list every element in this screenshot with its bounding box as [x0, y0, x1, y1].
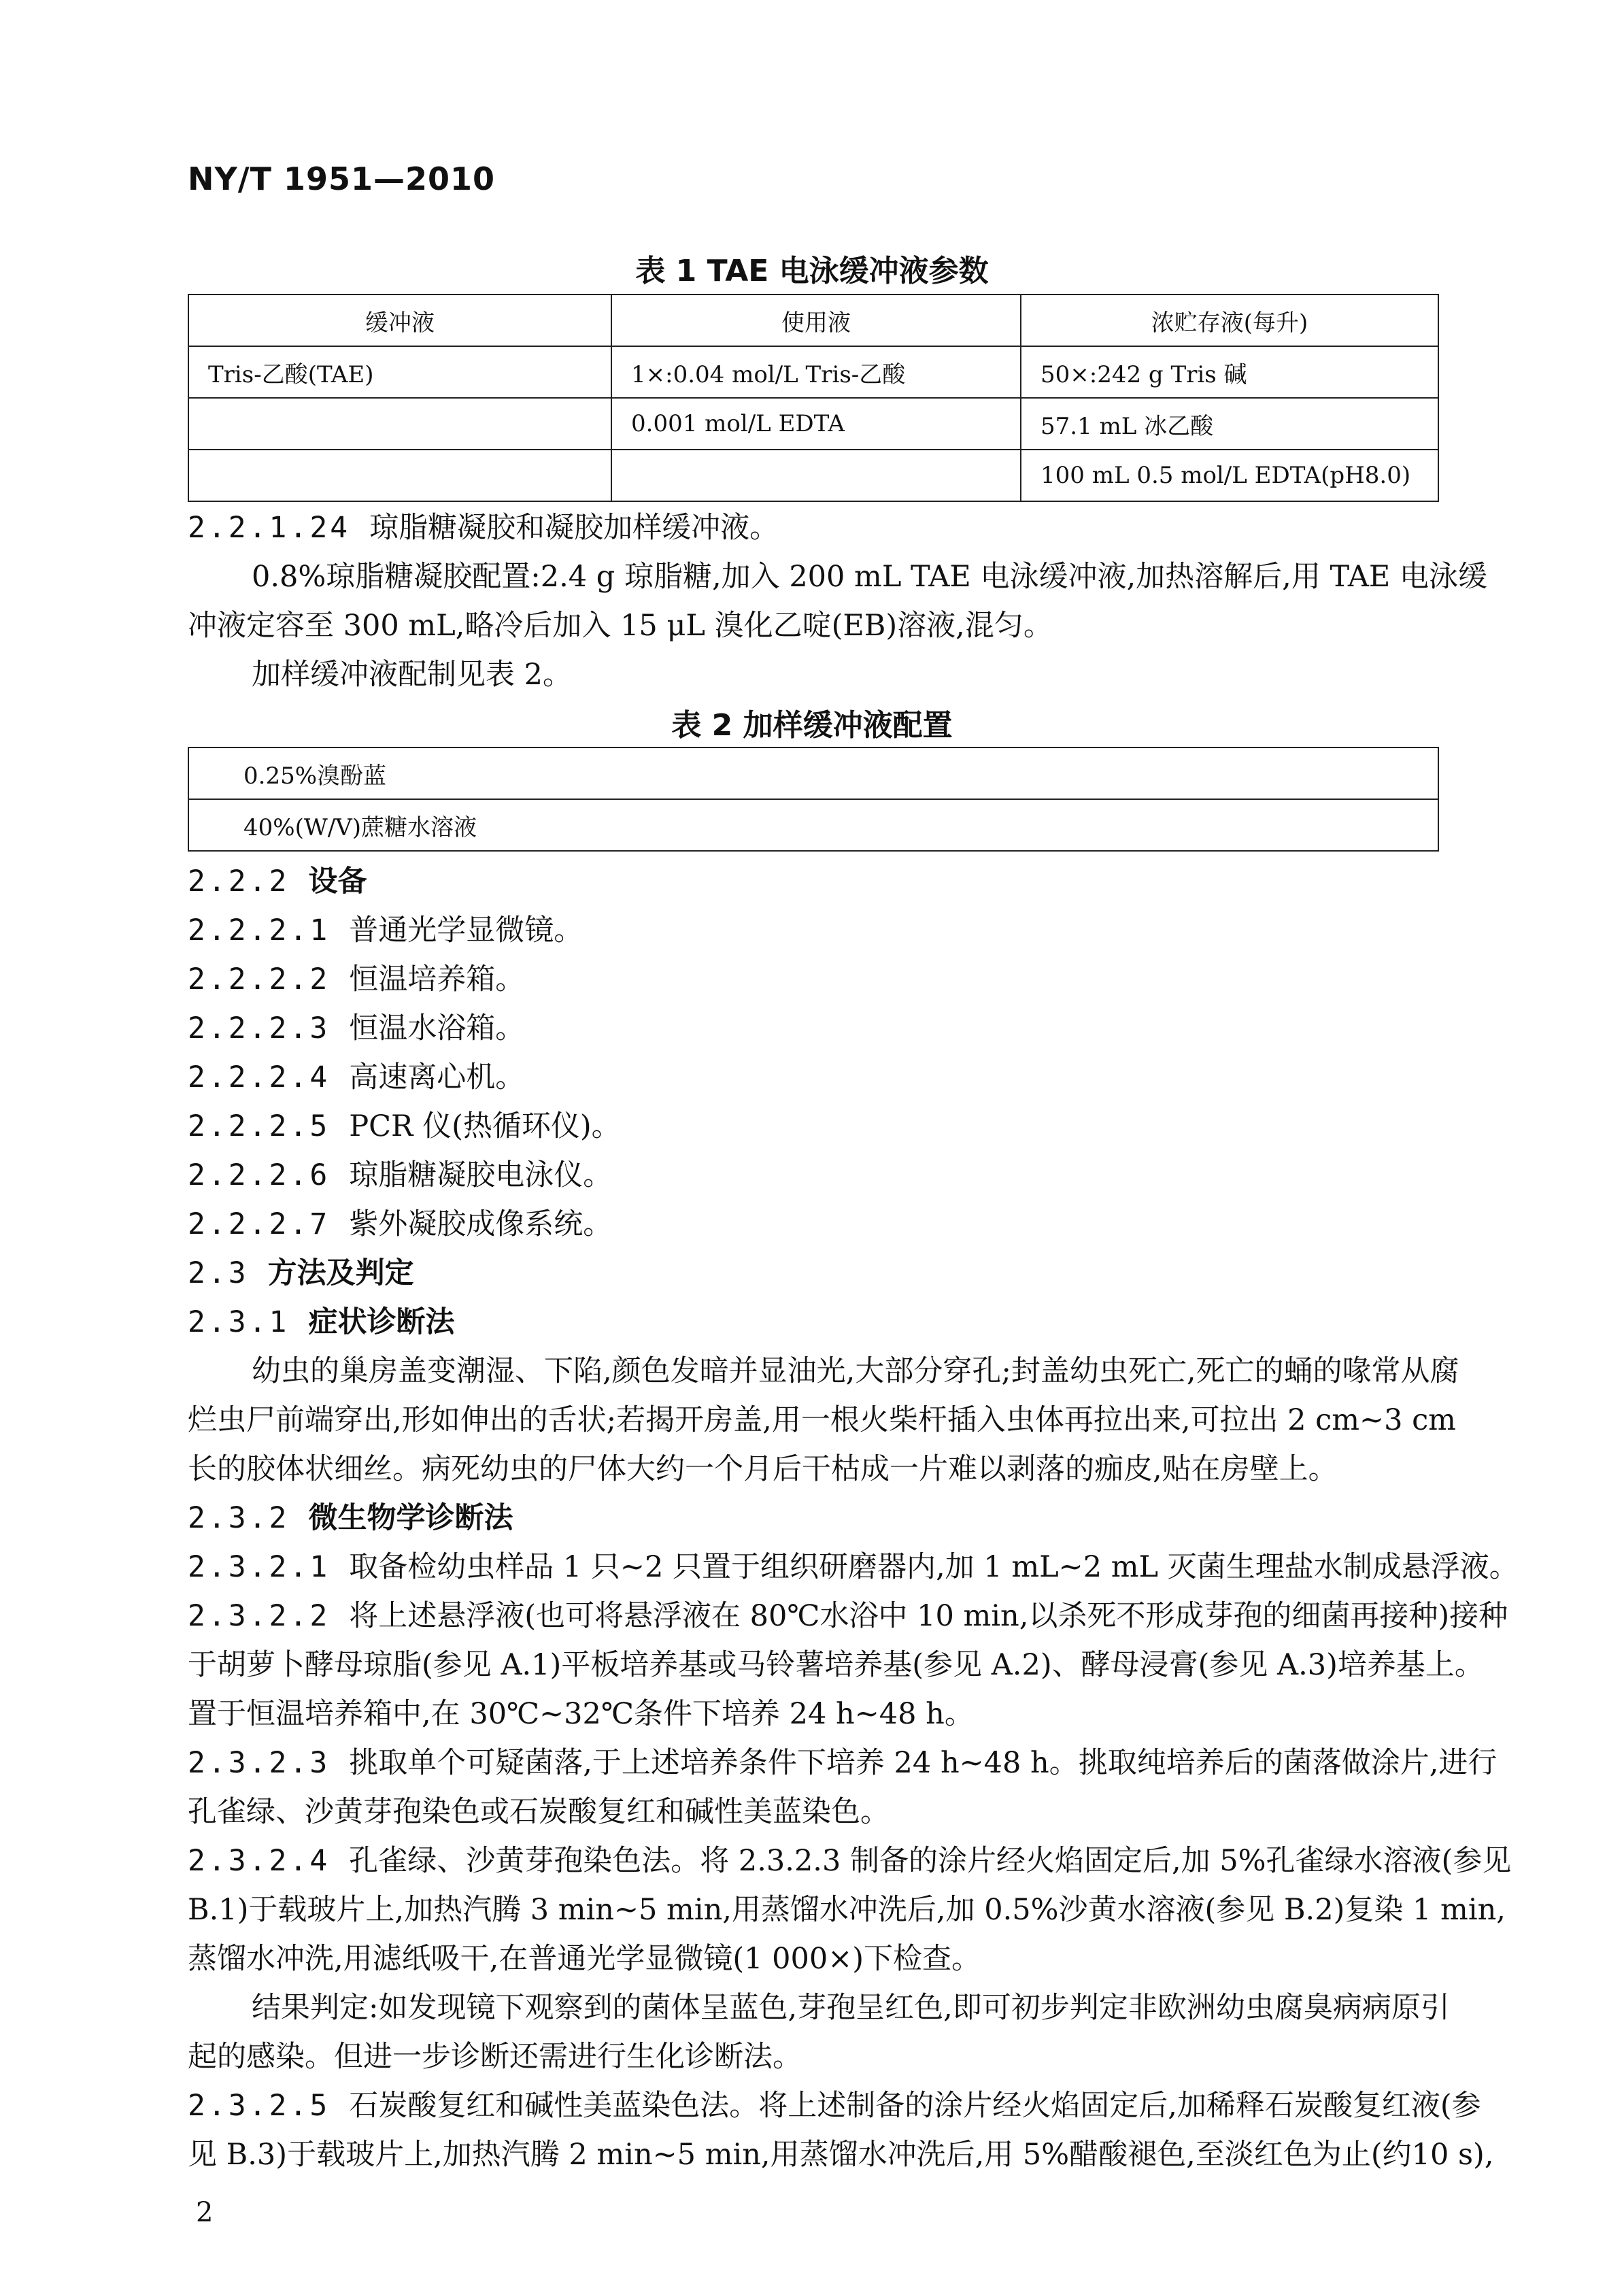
table-cell: 0.001 mol/L EDTA	[611, 398, 1021, 450]
clause-number: 2.2.2.5	[188, 1109, 331, 1143]
table-row	[188, 450, 1438, 501]
table-cell: 100 mL 0.5 mol/L EDTA(pH8.0)	[1021, 450, 1438, 501]
paragraph-line: 结果判定:如发现镜下观察到的菌体呈蓝色,芽孢呈红色,即可初步判定非欧洲幼虫腐臭病病原引	[252, 1991, 1450, 2025]
clause-2-3-2-1	[188, 1543, 1519, 1592]
table-row	[188, 398, 1438, 450]
table-cell	[188, 398, 611, 450]
clause-number: 2.2.2.6	[188, 1158, 331, 1192]
table-cell: 0.25%溴酚蓝	[188, 747, 1438, 799]
clause-number: 2.2.1.24	[188, 511, 351, 545]
clause-number: 2.3.2	[188, 1501, 290, 1535]
item-text: 高速离心机。	[349, 1060, 525, 1094]
paragraph-line: 蒸馏水冲洗,用滤纸吸干,在普通光学显微镜(1 000×)下检查。	[188, 1942, 981, 1976]
clause-number: 2.3.2.3	[188, 1746, 331, 1780]
paragraph-line: 孔雀绿、沙黄芽孢染色或石炭酸复红和碱性美蓝染色。	[188, 1795, 890, 1829]
paragraph-line: 0.8%琼脂糖凝胶配置:2.4 g 琼脂糖,加入 200 mL TAE 电泳缓冲液,加热溶解后,用 TAE 电泳缓	[252, 560, 1487, 594]
paragraph-line: 加样缓冲液配制见表 2。	[252, 658, 573, 692]
clause-number: 2.2.2.4	[188, 1060, 331, 1094]
paragraph-line: 烂虫尸前端穿出,形如伸出的舌状;若揭开房盖,用一根火柴杆插入虫体再拉出来,可拉出 2 cm~3 cm	[188, 1403, 1456, 1437]
table-row	[188, 346, 1438, 398]
list-item	[188, 906, 1439, 955]
clause-2-3-1	[188, 1298, 1439, 1347]
item-text: 普通光学显微镜。	[349, 913, 583, 947]
table2-caption: 表 2 加样缓冲液配置	[671, 708, 953, 743]
table-header-cell: 使用液	[611, 295, 1021, 346]
clause-2-3-2-5	[188, 2081, 1481, 2130]
standard-number: NY/T 1951—2010	[188, 161, 496, 197]
clause-number: 2.3.2.2	[188, 1599, 331, 1633]
clause-number: 2.3	[188, 1256, 249, 1290]
clause-number: 2.2.2.3	[188, 1011, 331, 1045]
table-row	[188, 799, 1438, 851]
table-cell: 57.1 mL 冰乙酸	[1021, 398, 1438, 450]
clause-number: 2.2.2.7	[188, 1207, 331, 1241]
clause-title: 微生物学诊断法	[308, 1501, 513, 1535]
list-item	[188, 955, 1439, 1004]
paragraph-line: B.1)于载玻片上,加热汽腾 3 min~5 min,用蒸馏水冲洗后,加 0.5%沙黄水溶液(参见 B.2)复染 1 min,	[188, 1893, 1506, 1927]
paragraph-line: 幼虫的巢房盖变潮湿、下陷,颜色发暗并显油光,大部分穿孔;封盖幼虫死亡,死亡的蛹的喙常从腐	[252, 1354, 1459, 1388]
clause-title: 症状诊断法	[308, 1305, 455, 1339]
table-header-cell: 缓冲液	[188, 295, 611, 346]
clause-number: 2.2.2.1	[188, 913, 331, 947]
clause-number: 2.3.2.4	[188, 1844, 331, 1878]
table-cell: Tris-乙酸(TAE)	[188, 346, 611, 398]
table1	[188, 294, 1439, 502]
clause-number: 2.2.2.2	[188, 962, 331, 996]
paragraph-line: 见 B.3)于载玻片上,加热汽腾 2 min~5 min,用蒸馏水冲洗后,用 5%醋酸褪色,至淡红色为止(约10 s),	[188, 2138, 1494, 2172]
paragraph-line: 起的感染。但进一步诊断还需进行生化诊断法。	[188, 2040, 802, 2074]
item-text: 恒温水浴箱。	[349, 1011, 525, 1045]
paragraph-line: 冲液定容至 300 mL,略冷后加入 15 μL 溴化乙啶(EB)溶液,混匀。	[188, 609, 1053, 643]
item-text: 恒温培养箱。	[349, 962, 525, 996]
list-item	[188, 1004, 1439, 1053]
clause-number: 2.2.2	[188, 864, 290, 898]
clause-2-2-2	[188, 857, 1439, 906]
clause-number: 2.3.2.5	[188, 2089, 331, 2123]
table-cell	[188, 450, 611, 501]
item-text: PCR 仪(热循环仪)。	[349, 1109, 621, 1143]
item-text: 紫外凝胶成像系统。	[349, 1207, 613, 1241]
table-header-row	[188, 295, 1438, 346]
clause-title: 设备	[308, 864, 367, 898]
page-number: 2	[196, 2197, 214, 2228]
list-item	[188, 1151, 1439, 1200]
table-cell: 1×:0.04 mol/L Tris-乙酸	[611, 346, 1021, 398]
table-cell	[611, 450, 1021, 501]
table-cell: 50×:242 g Tris 碱	[1021, 346, 1438, 398]
clause-number: 2.3.2.1	[188, 1550, 331, 1584]
clause-title: 琼脂糖凝胶和凝胶加样缓冲液。	[369, 511, 779, 545]
clause-title: 方法及判定	[267, 1256, 414, 1290]
clause-text: 挑取单个可疑菌落,于上述培养条件下培养 24 h~48 h。挑取纯培养后的菌落做涂片,进行	[349, 1746, 1498, 1780]
item-text: 琼脂糖凝胶电泳仪。	[349, 1158, 613, 1192]
clause-number: 2.3.1	[188, 1305, 290, 1339]
clause-2-3-2-4	[188, 1836, 1512, 1885]
paragraph-line: 于胡萝卜酵母琼脂(参见 A.1)平板培养基或马铃薯培养基(参见 A.2)、酵母浸膏(参见 A.3)培养基上。	[188, 1648, 1484, 1682]
table2	[188, 747, 1439, 852]
list-item	[188, 1200, 1439, 1249]
table1-caption: 表 1 TAE 电泳缓冲液参数	[635, 254, 989, 288]
clause-text: 将上述悬浮液(也可将悬浮液在 80℃水浴中 10 min,以杀死不形成芽孢的细菌再接种)接种	[349, 1599, 1508, 1633]
list-item	[188, 1053, 1439, 1102]
clause-2-3	[188, 1249, 1439, 1298]
clause-text: 石炭酸复红和碱性美蓝染色法。将上述制备的涂片经火焰固定后,加稀释石炭酸复红液(参	[349, 2089, 1481, 2123]
table-header-cell: 浓贮存液(每升)	[1021, 295, 1438, 346]
clause-2-3-2-3	[188, 1738, 1498, 1787]
clause-2-3-2	[188, 1494, 1439, 1543]
clause-text: 孔雀绿、沙黄芽孢染色法。将 2.3.2.3 制备的涂片经火焰固定后,加 5%孔雀绿水溶液(参见	[349, 1844, 1512, 1878]
table-cell: 40%(W/V)蔗糖水溶液	[188, 799, 1438, 851]
clause-text: 取备检幼虫样品 1 只~2 只置于组织研磨器内,加 1 mL~2 mL 灭菌生理盐水制成悬浮液。	[349, 1550, 1519, 1584]
table-row	[188, 747, 1438, 799]
clause-2-3-2-2	[188, 1592, 1508, 1641]
paragraph-line: 长的胶体状细丝。病死幼虫的尸体大约一个月后干枯成一片难以剥落的痂皮,贴在房壁上。	[188, 1452, 1338, 1486]
paragraph-line: 置于恒温培养箱中,在 30℃~32℃条件下培养 24 h~48 h。	[188, 1697, 974, 1731]
clause-2-2-1-24	[188, 503, 1439, 552]
list-item	[188, 1102, 1439, 1151]
